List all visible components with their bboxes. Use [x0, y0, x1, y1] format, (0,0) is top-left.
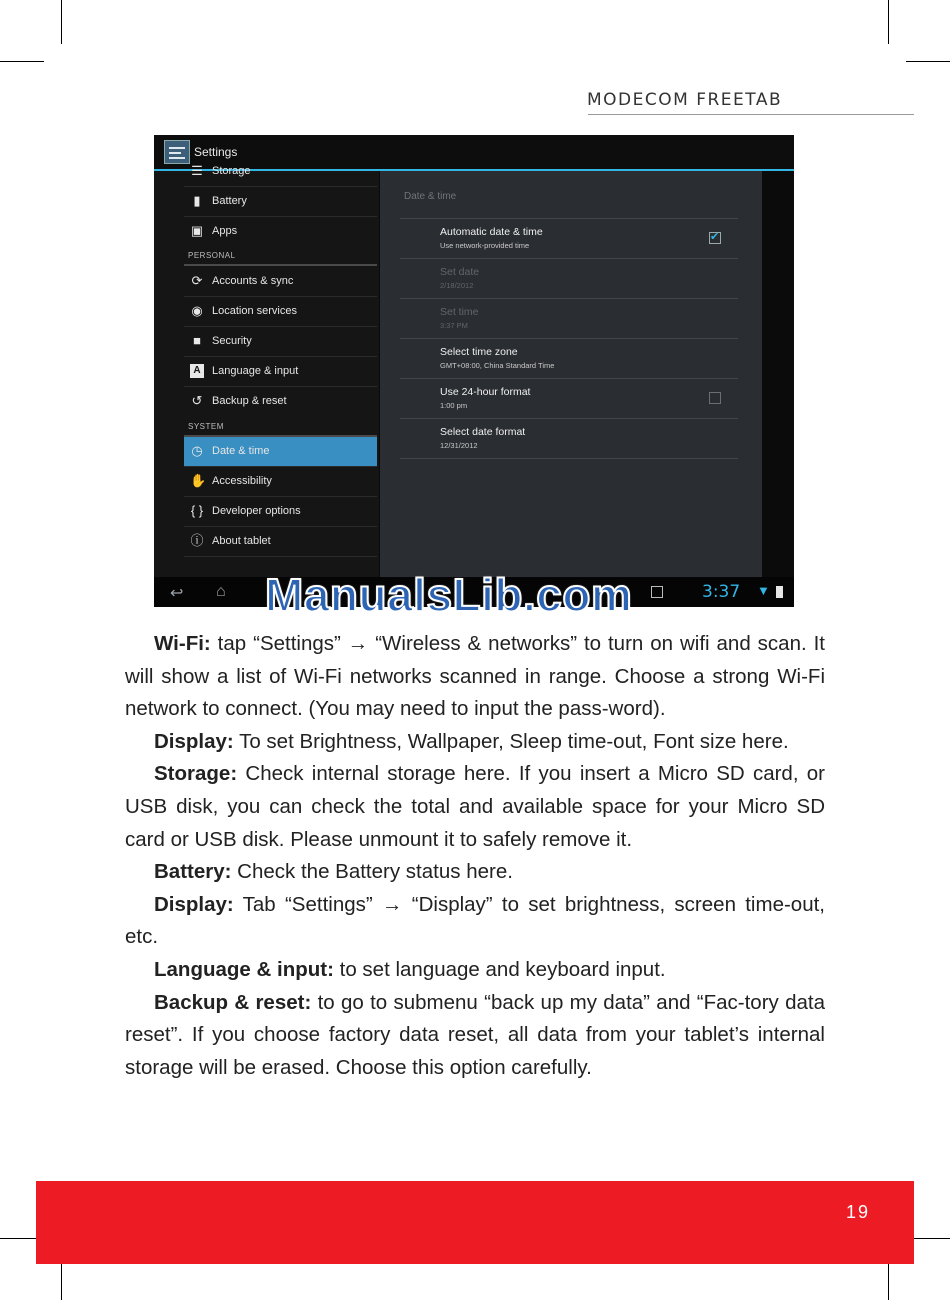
storage-icon: ☰	[191, 163, 203, 178]
settings-item-label: Date & time	[212, 445, 270, 457]
setting-title: Set date	[440, 266, 480, 278]
paragraph-wifi	[125, 628, 825, 726]
setting-row[interactable]	[440, 346, 730, 370]
section-header-personal: PERSONAL	[188, 251, 236, 260]
paragraph-text: tap “Settings” → “Wireless & networks” to turn on wifi and scan. It will show a list of Wi-Fi networks scanned in range. Choose a strong Wi-Fi network to connect. (You may need to input the pass-word).	[125, 632, 825, 721]
settings-item-label: Battery	[212, 195, 247, 207]
settings-item-label: Accessibility	[212, 475, 272, 487]
setting-row[interactable]	[440, 226, 730, 250]
battery-icon: ▮	[193, 193, 201, 208]
settings-item-label: Storage	[212, 165, 251, 177]
paragraph-language	[125, 954, 825, 987]
setting-summary: 2/18/2012	[440, 281, 474, 290]
battery-status-icon	[776, 586, 783, 598]
settings-item-label: Developer options	[212, 505, 301, 517]
settings-item-language[interactable]	[184, 357, 377, 387]
settings-item-battery[interactable]	[184, 187, 377, 217]
sync-icon: ⟳	[191, 273, 203, 288]
settings-item-label: Location services	[212, 305, 297, 317]
setting-title: Select time zone	[440, 346, 518, 358]
term-label: Wi-Fi:	[154, 632, 211, 655]
settings-item-apps[interactable]	[184, 217, 377, 246]
settings-item-label: Backup & reset	[212, 395, 287, 407]
crop-mark	[61, 0, 62, 44]
clock-icon: ◷	[191, 443, 203, 458]
back-icon[interactable]: ↩	[170, 585, 184, 602]
crop-mark	[0, 61, 44, 62]
term-label: Storage:	[154, 762, 238, 786]
settings-list	[154, 163, 379, 577]
backup-icon: ↺	[191, 393, 203, 408]
hand-icon: ✋	[190, 473, 207, 488]
settings-item-label: About tablet	[212, 535, 271, 547]
settings-item-accessibility[interactable]	[184, 467, 377, 497]
header-title: MODECOM FREETAB	[587, 90, 783, 110]
setting-summary: GMT+08:00, China Standard Time	[440, 361, 555, 370]
setting-row[interactable]	[440, 386, 730, 410]
paragraph-text: to set language and keyboard input.	[333, 957, 666, 981]
location-icon: ◉	[191, 303, 203, 318]
settings-item-label: Security	[212, 335, 252, 347]
settings-item-about[interactable]	[184, 527, 377, 557]
row-divider	[400, 218, 738, 219]
paragraph-text: Check internal storage here. If you insert a Micro SD card, or USB disk, you can check the total and available space for your Micro SD card or USB disk. Please unmount it to safely remove it.	[125, 762, 825, 851]
settings-item-label: Apps	[212, 225, 238, 237]
home-icon[interactable]: ⌂	[216, 583, 226, 600]
term-label: Battery:	[154, 860, 232, 884]
term-label: Display:	[154, 892, 234, 916]
section-divider	[184, 264, 377, 266]
setting-summary: 3:37 PM	[440, 321, 468, 330]
settings-item-backup[interactable]	[184, 387, 377, 416]
term-label: Backup & reset:	[154, 990, 312, 1014]
paragraph-battery	[125, 856, 825, 889]
setting-title: Use 24-hour format	[440, 386, 531, 398]
notification-icon	[651, 586, 663, 598]
braces-icon: { }	[190, 503, 204, 518]
use-24-hour-checkbox[interactable]	[709, 392, 721, 404]
setting-summary: 12/31/2012	[440, 441, 478, 450]
header-rule	[588, 114, 914, 115]
section-header-system: SYSTEM	[188, 422, 224, 431]
setting-summary: Use network-provided time	[440, 241, 530, 250]
term-label: Language & input:	[154, 957, 334, 981]
term-label: Display:	[154, 729, 234, 753]
settings-item-developer[interactable]	[184, 497, 377, 527]
setting-title: Select date format	[440, 426, 526, 438]
crop-mark	[906, 61, 950, 62]
setting-row[interactable]	[440, 306, 730, 330]
settings-item-label: Accounts & sync	[212, 275, 294, 287]
setting-summary: 1:00 pm	[440, 401, 468, 410]
setting-title: Set time	[440, 306, 479, 318]
detail-pane	[380, 171, 762, 577]
apps-icon: ▣	[190, 223, 204, 238]
page-number: 19	[846, 1202, 871, 1222]
body-text	[125, 628, 825, 1084]
settings-screenshot	[154, 135, 794, 607]
row-divider	[400, 338, 738, 339]
row-divider	[400, 458, 738, 459]
row-divider	[400, 418, 738, 419]
settings-item-accounts[interactable]	[184, 267, 377, 297]
footer-band	[36, 1181, 914, 1264]
setting-row[interactable]	[440, 426, 730, 450]
settings-item-location[interactable]	[184, 297, 377, 327]
paragraph-display-2	[125, 889, 825, 954]
paragraph-text: Tab “Settings” → “Display” to set brightness, screen time-out, etc.	[125, 892, 825, 949]
settings-item-security[interactable]	[184, 327, 377, 357]
lock-icon: ■	[193, 333, 201, 348]
paragraph-storage	[125, 758, 825, 856]
row-divider	[400, 378, 738, 379]
paragraph-display	[125, 726, 825, 759]
row-divider	[400, 258, 738, 259]
paragraph-text: Check the Battery status here.	[231, 860, 513, 884]
paragraph-backup	[125, 987, 825, 1085]
action-bar-title: Settings	[194, 145, 238, 159]
paragraph-text: To set Brightness, Wallpaper, Sleep time-out, Font size here.	[233, 729, 789, 753]
settings-item-date-time[interactable]	[184, 437, 377, 467]
watermark-logo: ManualsLib.com	[265, 569, 633, 621]
row-divider	[400, 298, 738, 299]
status-clock: 3:37	[702, 582, 741, 602]
info-icon: ⓘ	[190, 533, 204, 548]
auto-date-time-checkbox[interactable]	[709, 232, 721, 244]
detail-pane-header: Date & time	[404, 191, 457, 202]
wifi-icon: ▼	[757, 583, 770, 598]
language-icon: A	[190, 364, 204, 378]
settings-item-storage[interactable]	[184, 157, 377, 187]
settings-item-label: Language & input	[212, 365, 299, 377]
setting-title: Automatic date & time	[440, 226, 543, 238]
setting-row[interactable]	[440, 266, 730, 290]
crop-mark	[888, 0, 889, 44]
paragraph-text: to go to submenu “back up my data” and “Fac-tory data reset”. If you choose factory data reset, all data from your tablet’s internal storage will be erased. Choose this option carefully.	[125, 990, 825, 1079]
